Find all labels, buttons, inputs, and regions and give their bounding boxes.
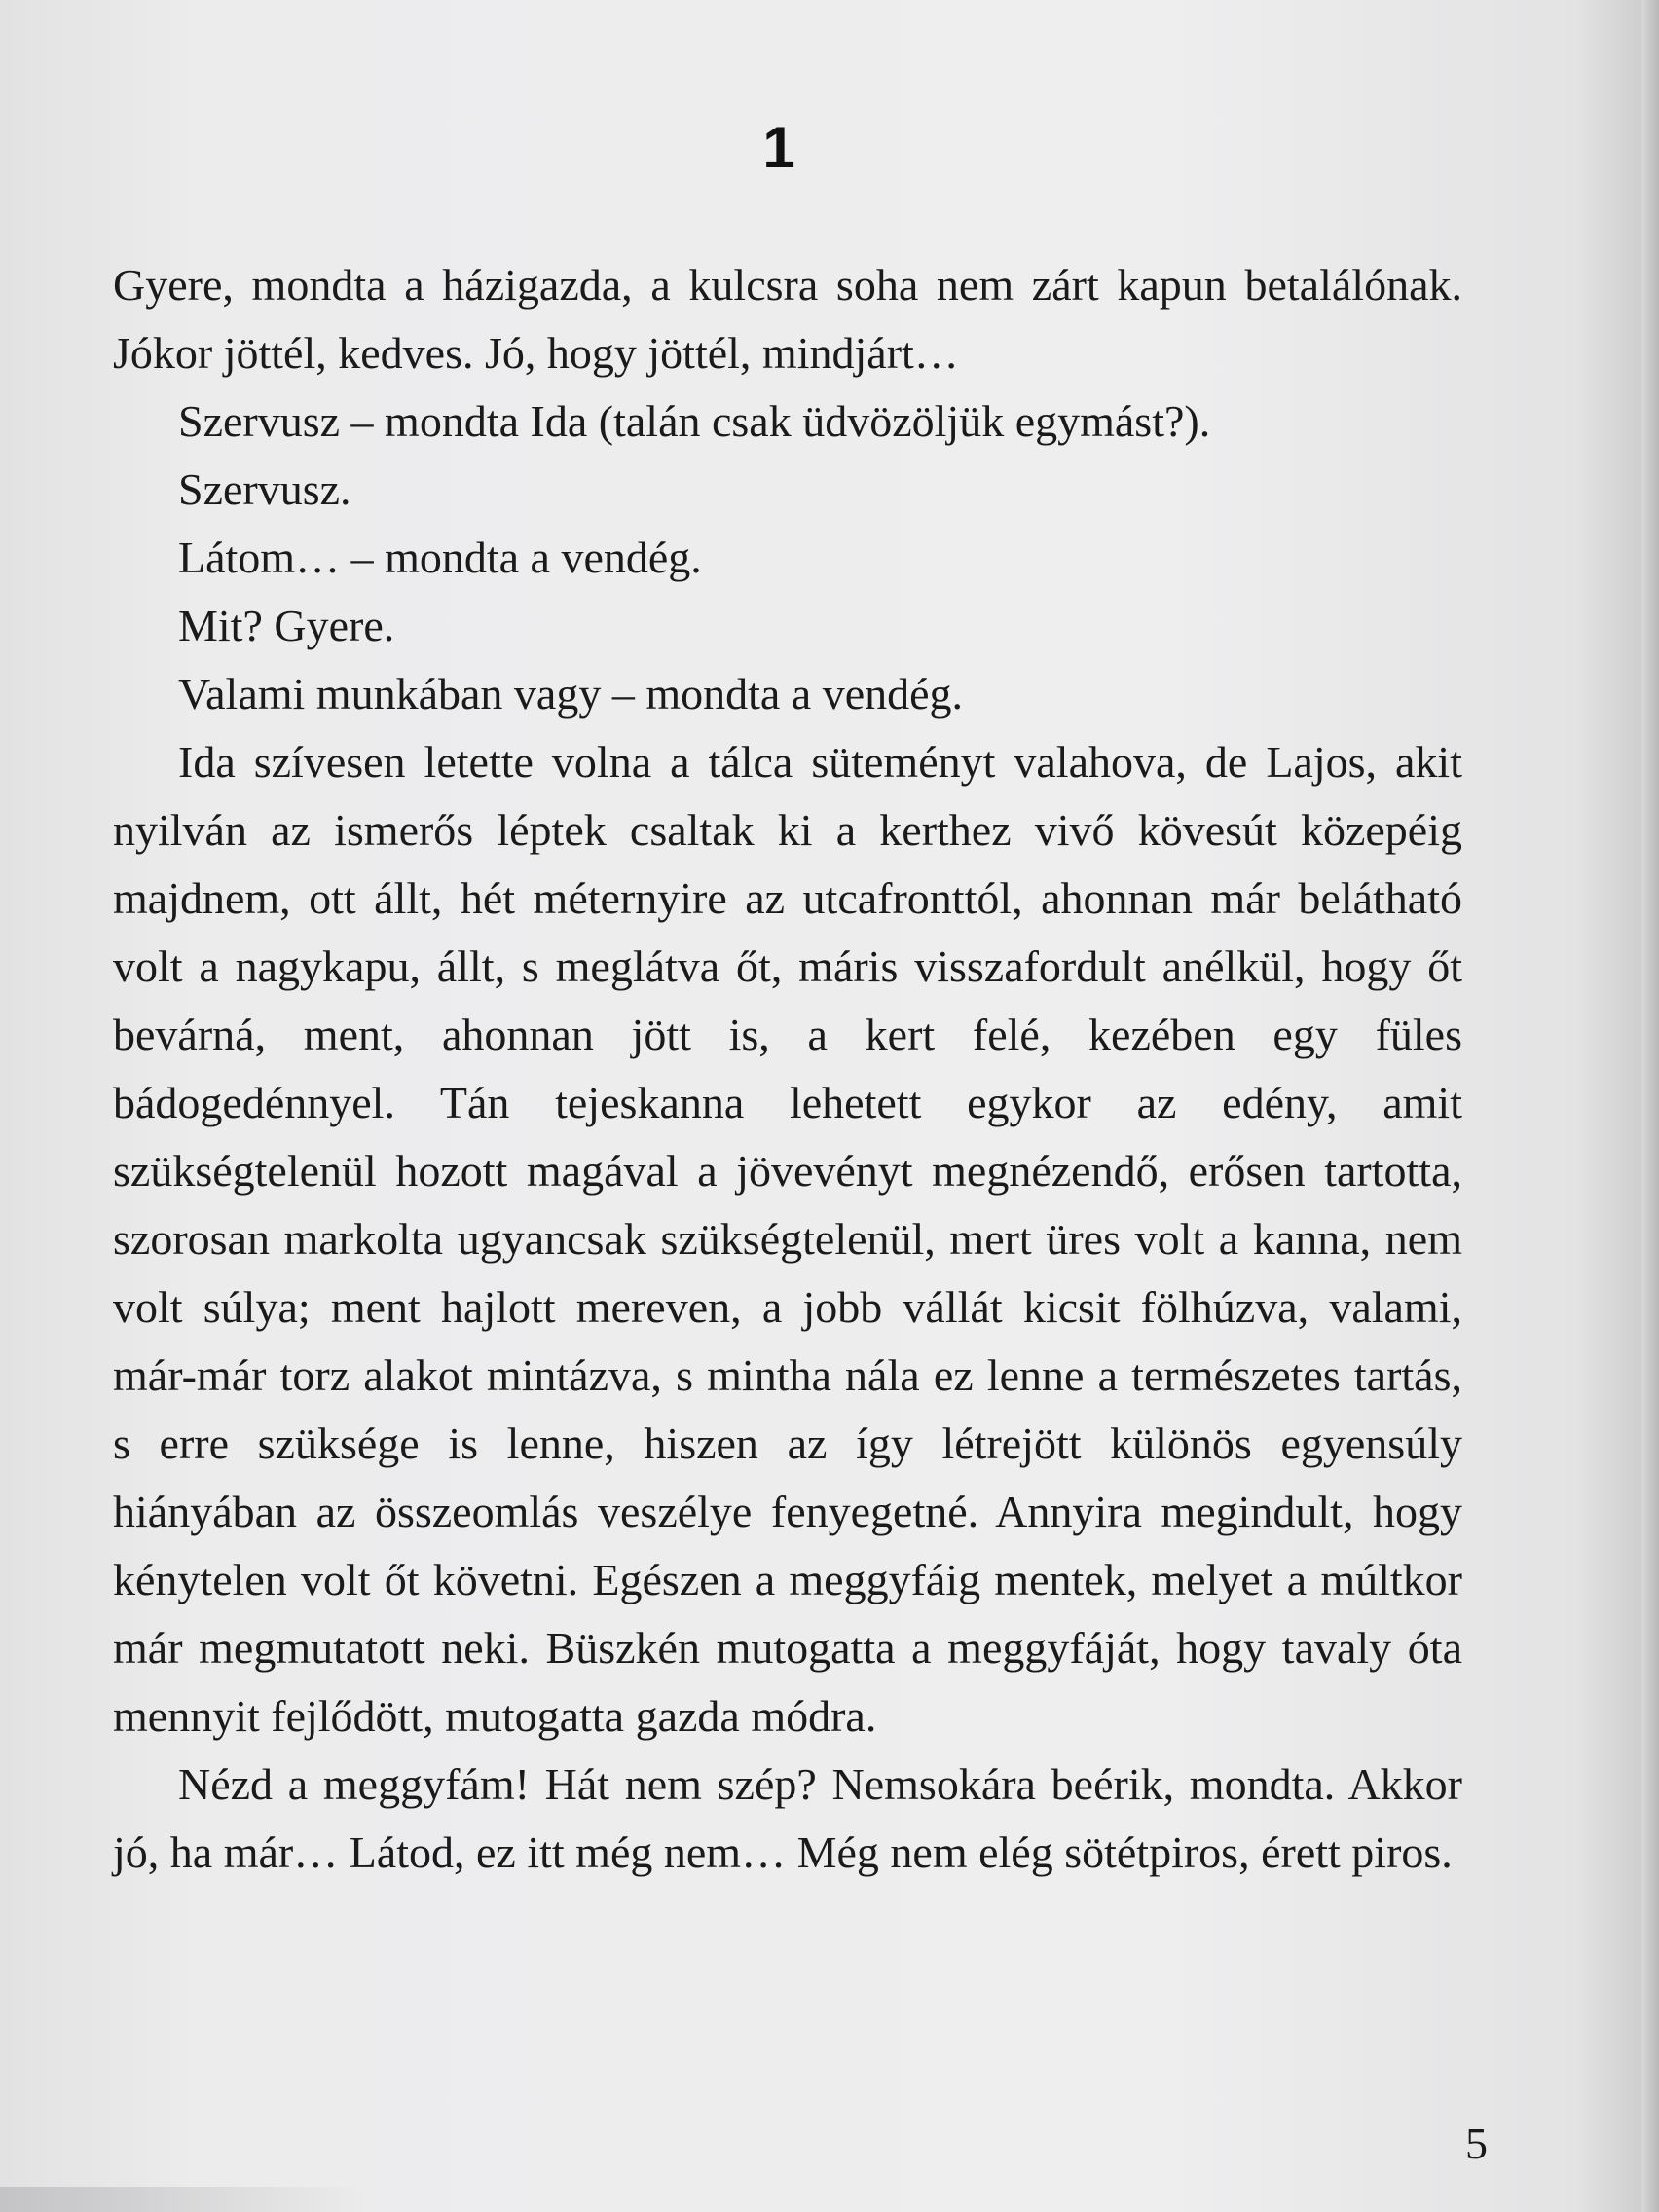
paragraph: Gyere, mondta a házigazda, a kulcsra soha nem zárt kapun betalálónak. Jókor jöttél, kedves. Jó, hogy jöttél, mindjárt… — [113, 260, 1462, 378]
paragraph: Látom… – mondta a vendég. — [178, 533, 702, 582]
paragraph: Nézd a meggyfám! Hát nem szép? Nemsokára beérik, mondta. Akkor jó, ha már… Látod, ez itt még nem… Még nem elég sötétpiros, érett piros. — [113, 1759, 1462, 1877]
paragraph: Szervusz – mondta Ida (talán csak üdvözöljük egymást?). — [178, 396, 1211, 446]
page-number: 5 — [1465, 2119, 1488, 2168]
body-text — [113, 251, 1462, 1887]
paragraph: Szervusz. — [178, 464, 351, 514]
page-edge-shadow — [1641, 0, 1659, 2212]
paragraph: Valami munkában vagy – mondta a vendég. — [178, 669, 964, 719]
paragraph: Ida szívesen letette volna a tálca süteményt valahova, de Lajos, akit nyilván az ismerős léptek csaltak ki a kerthez vivő kövesút közepéig majdnem, ott állt, hét méternyire az utcafronttól, ahonnan már belátható volt a nagykapu, állt, s meglátva őt, máris visszafordult anélkül, hogy őt bevárná, ment, ahonnan jött is, a kert felé, kezében egy füles bádogedénnyel. Tán tejeskanna lehetett egykor az edény, amit szükségtelenül hozott magával a jövevényt megnézendő, erősen tartotta, szorosan markolta ugyancsak szükségtelenül, mert üres volt a kanna, nem volt súlya; ment hajlott mereven, a jobb vállát kicsit fölhúzva, valami, már-már torz alakot mintázva, s mintha nála ez lenne a természetes tartás, s erre szüksége is lenne, hiszen az így létrejött különös egyensúly hiányában az összeomlás veszélye fenyegetné. Annyira megindult, hogy kénytelen volt őt követni. Egészen a meggyfáig mentek, melyet a múltkor már megmutatott neki. Büszkén mutogatta a meggyfáját, hogy tavaly óta mennyit fejlődött, mutogatta gazda módra. — [113, 737, 1462, 1741]
paragraph: Mit? Gyere. — [178, 601, 395, 650]
bottom-edge-shadow — [0, 2187, 370, 2212]
chapter-number: 1 — [762, 115, 795, 180]
